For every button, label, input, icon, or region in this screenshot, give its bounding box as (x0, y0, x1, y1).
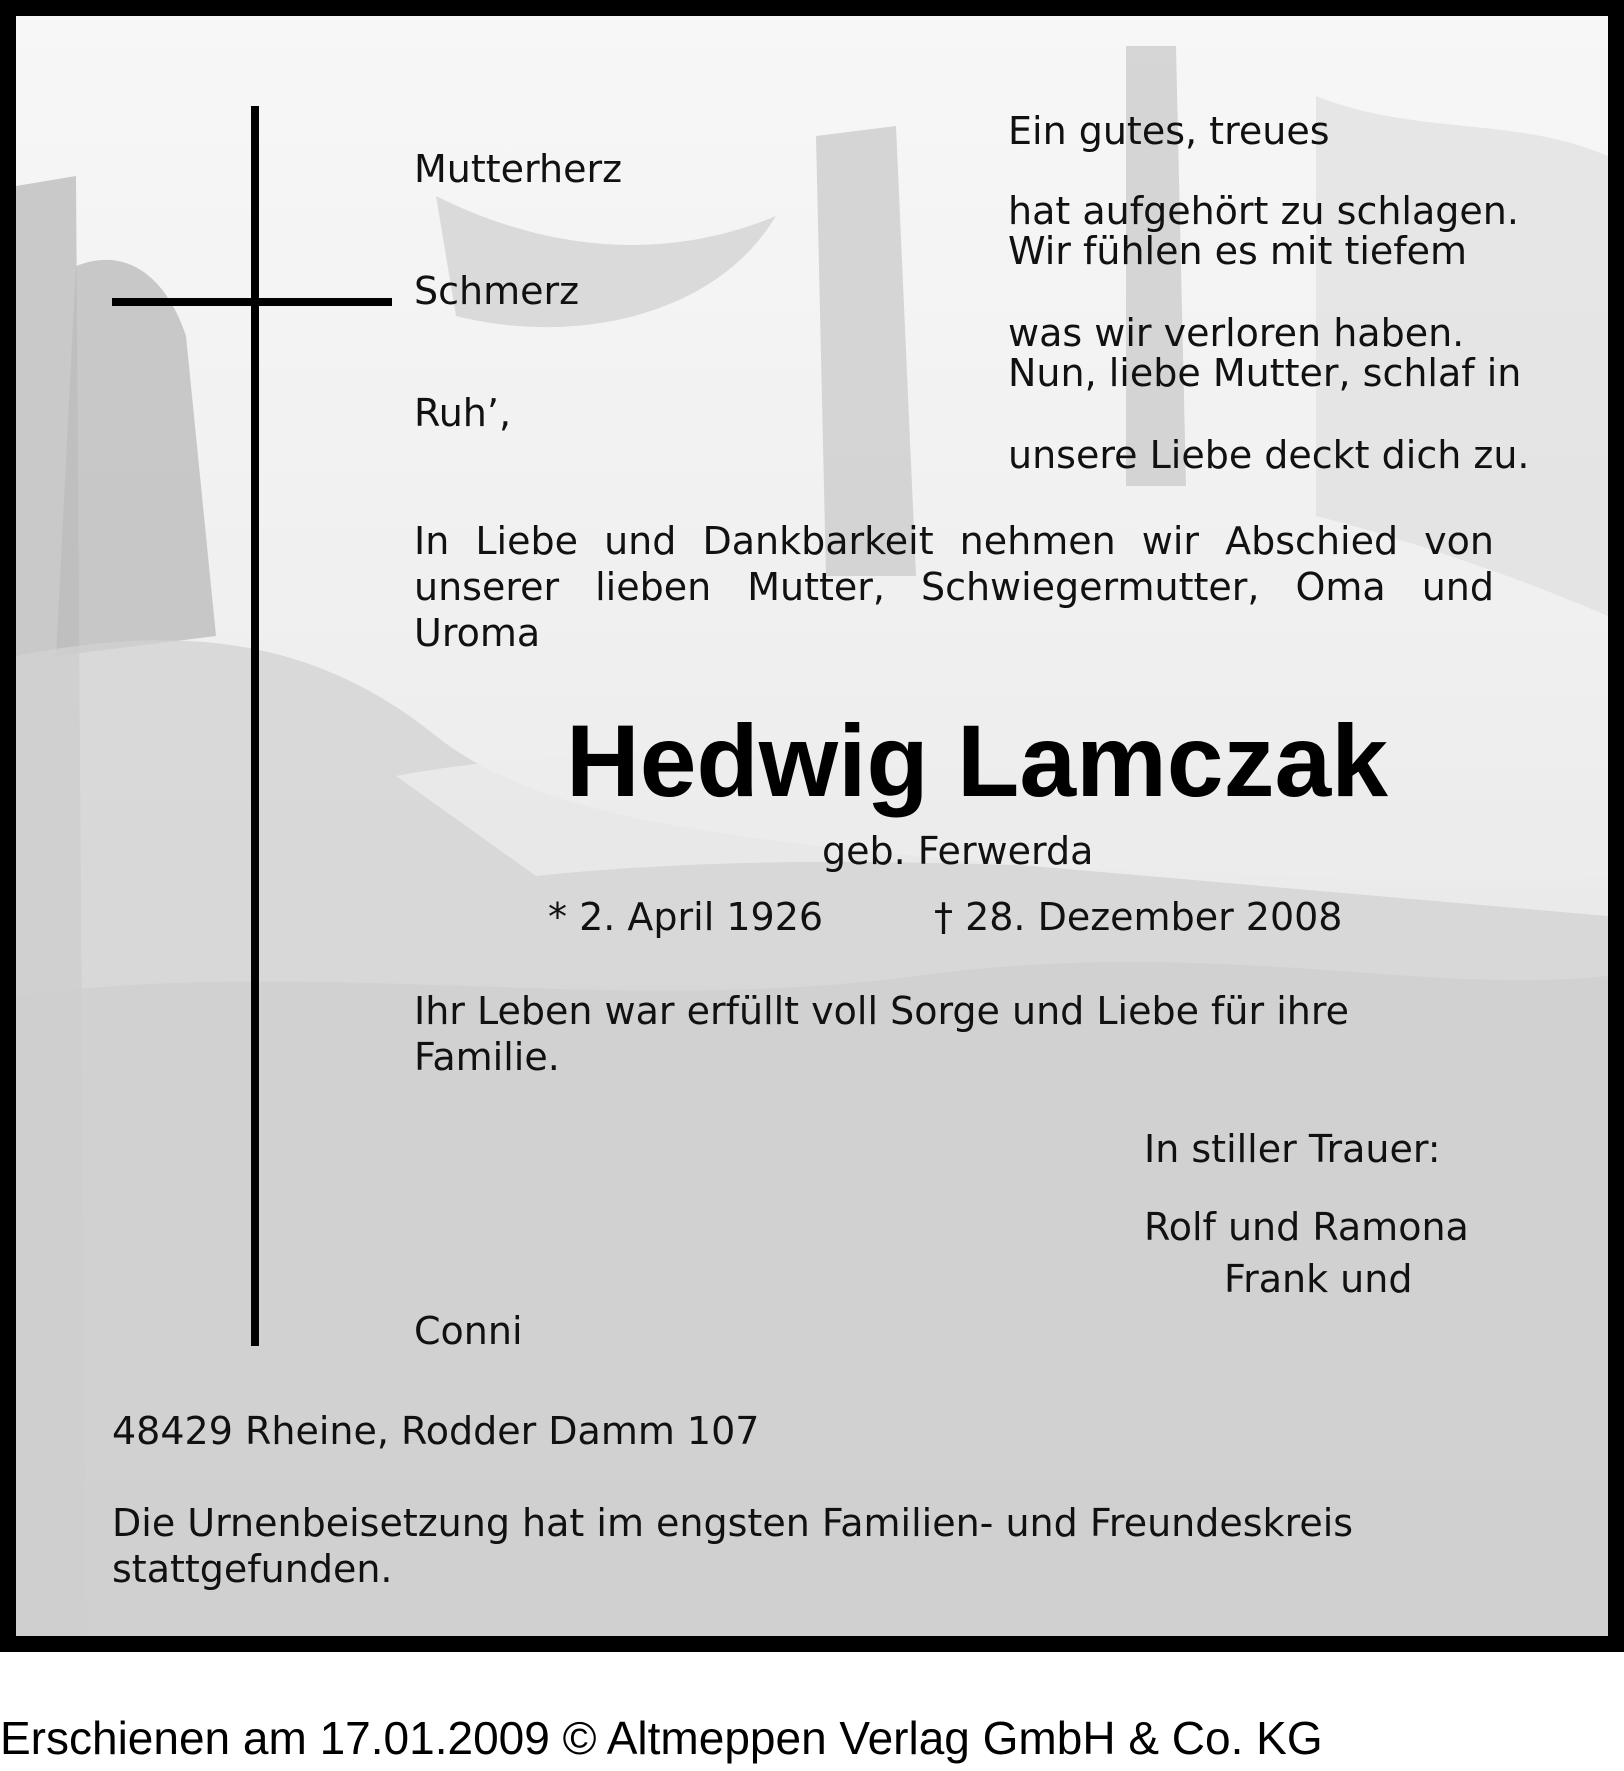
burial-note: Die Urnenbeisetzung hat im engsten Familien- und Freundeskreis stattgefunden. (112, 1501, 1354, 1591)
address: 48429 Rheine, Rodder Damm 107 (112, 1409, 760, 1453)
deceased-name: Hedwig Lamczak (566, 704, 1388, 818)
poem-left-line-3: Ruh’, (414, 391, 512, 435)
mourner-line-1: Rolf und Ramona (1144, 1205, 1469, 1249)
publication-footer: Erschienen am 17.01.2009 © Altmeppen Verlag GmbH & Co. KG (0, 1712, 1323, 1764)
poem-left-line-1: Mutterherz (414, 147, 623, 191)
poem-right-line-6: unsere Liebe deckt dich zu. (1008, 433, 1530, 477)
cross-horizontal-bar (112, 298, 392, 306)
life-text: Ihr Leben war erfüllt voll Sorge und Liebe für ihre Familie. (414, 989, 1350, 1079)
intro-paragraph: In Liebe und Dankbarkeit nehmen wir Abschied von unserer lieben Mutter, Schwiegermutter, Oma und Uroma (414, 519, 1494, 655)
poem-left-line-2: Schmerz (414, 269, 580, 313)
poem-right-line-4: was wir verloren haben. (1008, 311, 1465, 355)
poem-right-line-5: Nun, liebe Mutter, schlaf in (1008, 351, 1522, 395)
birth-date: * 2. April 1926 (548, 895, 824, 939)
poem-right-line-3: Wir fühlen es mit tiefem (1008, 229, 1468, 273)
mourner-line-3: Conni (414, 1309, 523, 1353)
poem-right-line-2: hat aufgehört zu schlagen. (1008, 189, 1519, 233)
mourner-line-2: Frank und (1224, 1257, 1413, 1301)
poem-right-line-1: Ein gutes, treues (1008, 109, 1330, 153)
maiden-name: geb. Ferwerda (822, 829, 1094, 873)
death-date: † 28. Dezember 2008 (934, 895, 1343, 939)
mourners-heading: In stiller Trauer: (1144, 1127, 1441, 1171)
